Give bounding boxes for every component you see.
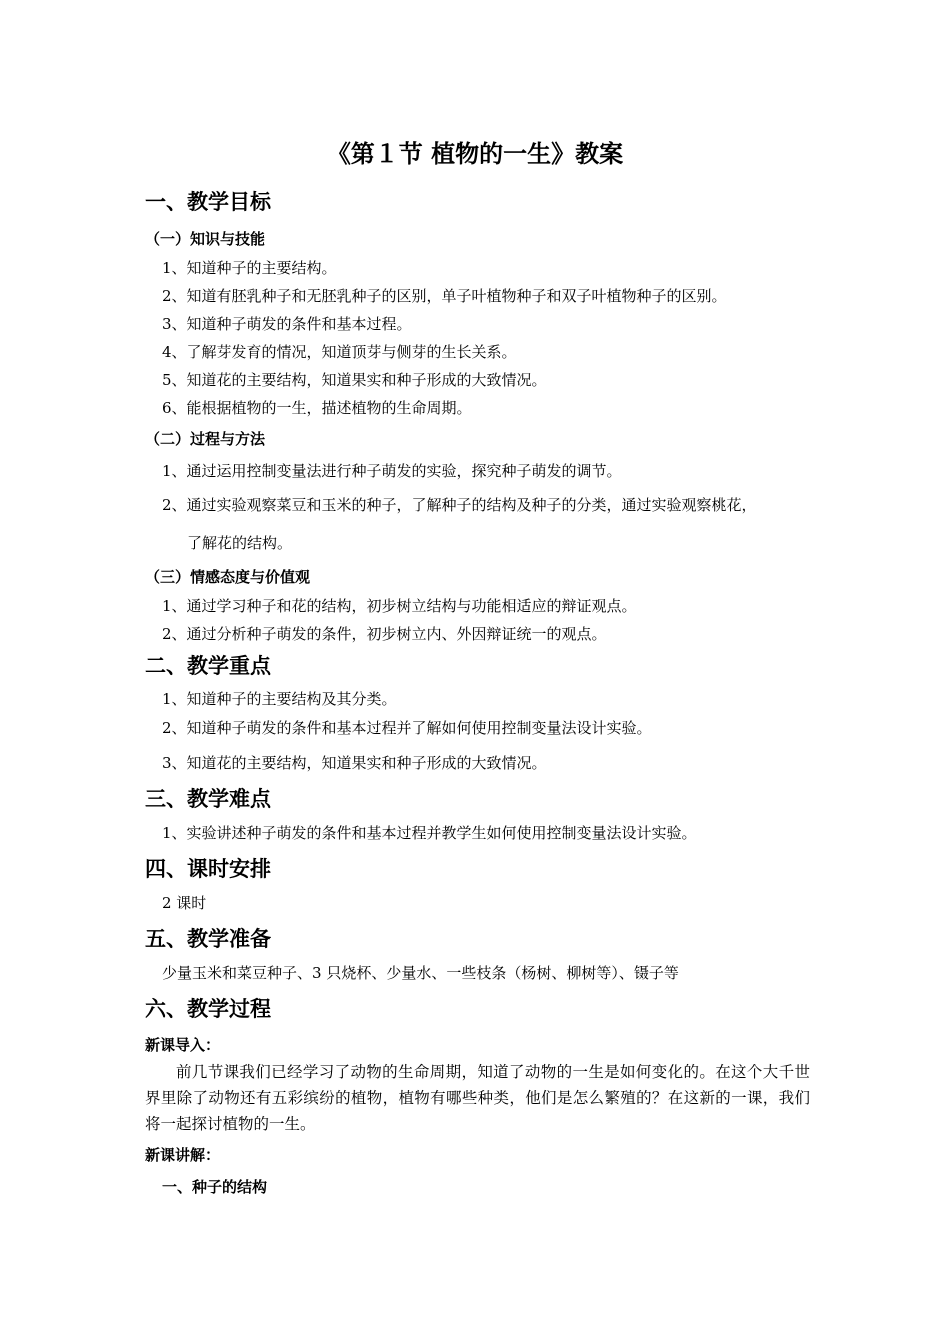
list-item: 6、能根据植物的一生，描述植物的生命周期。 [162, 399, 472, 417]
schedule-text: 2 课时 [162, 894, 207, 912]
list-item: 1、知道种子的主要结构。 [162, 259, 337, 277]
heading-teaching-goals: 一、教学目标 [145, 189, 271, 214]
list-item: 1、实验讲述种子萌发的条件和基本过程并教学生如何使用控制变量法设计实验。 [162, 824, 697, 842]
list-item: 1、通过学习种子和花的结构，初步树立结构与功能相适应的辩证观点。 [162, 597, 637, 615]
list-item: 3、知道花的主要结构，知道果实和种子形成的大致情况。 [162, 754, 547, 772]
list-item: 5、知道花的主要结构，知道果实和种子形成的大致情况。 [162, 371, 547, 389]
list-item: 1、知道种子的主要结构及其分类。 [162, 690, 397, 708]
subheading-knowledge-skills: （一）知识与技能 [145, 230, 266, 248]
subheading-attitude-values: （三）情感态度与价值观 [145, 568, 311, 586]
intro-paragraph: 前几节课我们已经学习了动物的生命周期，知道了动物的一生是如何变化的。在这个大千世界里除了动物还有五彩缤纷的植物，植物有哪些种类，他们是怎么繁殖的？在这新的一课，我们将一起探讨植物的一生。 [145, 1063, 810, 1133]
list-item: 3、知道种子萌发的条件和基本过程。 [162, 315, 412, 333]
subheading-process-methods: （二）过程与方法 [145, 430, 266, 448]
subheading-seed-structure: 一、种子的结构 [162, 1178, 268, 1196]
intro-label: 新课导入： [145, 1036, 221, 1054]
document-title: 《第１节 植物的一生》教案 [326, 139, 624, 168]
heading-schedule: 四、课时安排 [145, 856, 271, 881]
list-item: 2、知道有胚乳种子和无胚乳种子的区别，单子叶植物种子和双子叶植物种子的区别。 [162, 287, 727, 305]
list-item-continuation: 了解花的结构。 [187, 534, 293, 552]
lecture-label: 新课讲解： [145, 1146, 221, 1164]
list-item: 2、通过分析种子萌发的条件，初步树立内、外因辩证统一的观点。 [162, 625, 607, 643]
list-item: 1、通过运用控制变量法进行种子萌发的实验，探究种子萌发的调节。 [162, 462, 622, 480]
heading-key-points: 二、教学重点 [145, 653, 271, 678]
preparation-text: 少量玉米和菜豆种子、3 只烧杯、少量水、一些枝条（杨树、柳树等）、镊子等 [162, 964, 679, 982]
heading-difficulties: 三、教学难点 [145, 786, 271, 811]
list-item: 2、通过实验观察菜豆和玉米的种子，了解种子的结构及种子的分类，通过实验观察桃花， [162, 496, 757, 514]
list-item: 4、了解芽发育的情况，知道顶芽与侧芽的生长关系。 [162, 343, 517, 361]
list-item: 2、知道种子萌发的条件和基本过程并了解如何使用控制变量法设计实验。 [162, 719, 652, 737]
heading-teaching-process: 六、教学过程 [145, 996, 271, 1021]
heading-preparation: 五、教学准备 [145, 926, 271, 951]
